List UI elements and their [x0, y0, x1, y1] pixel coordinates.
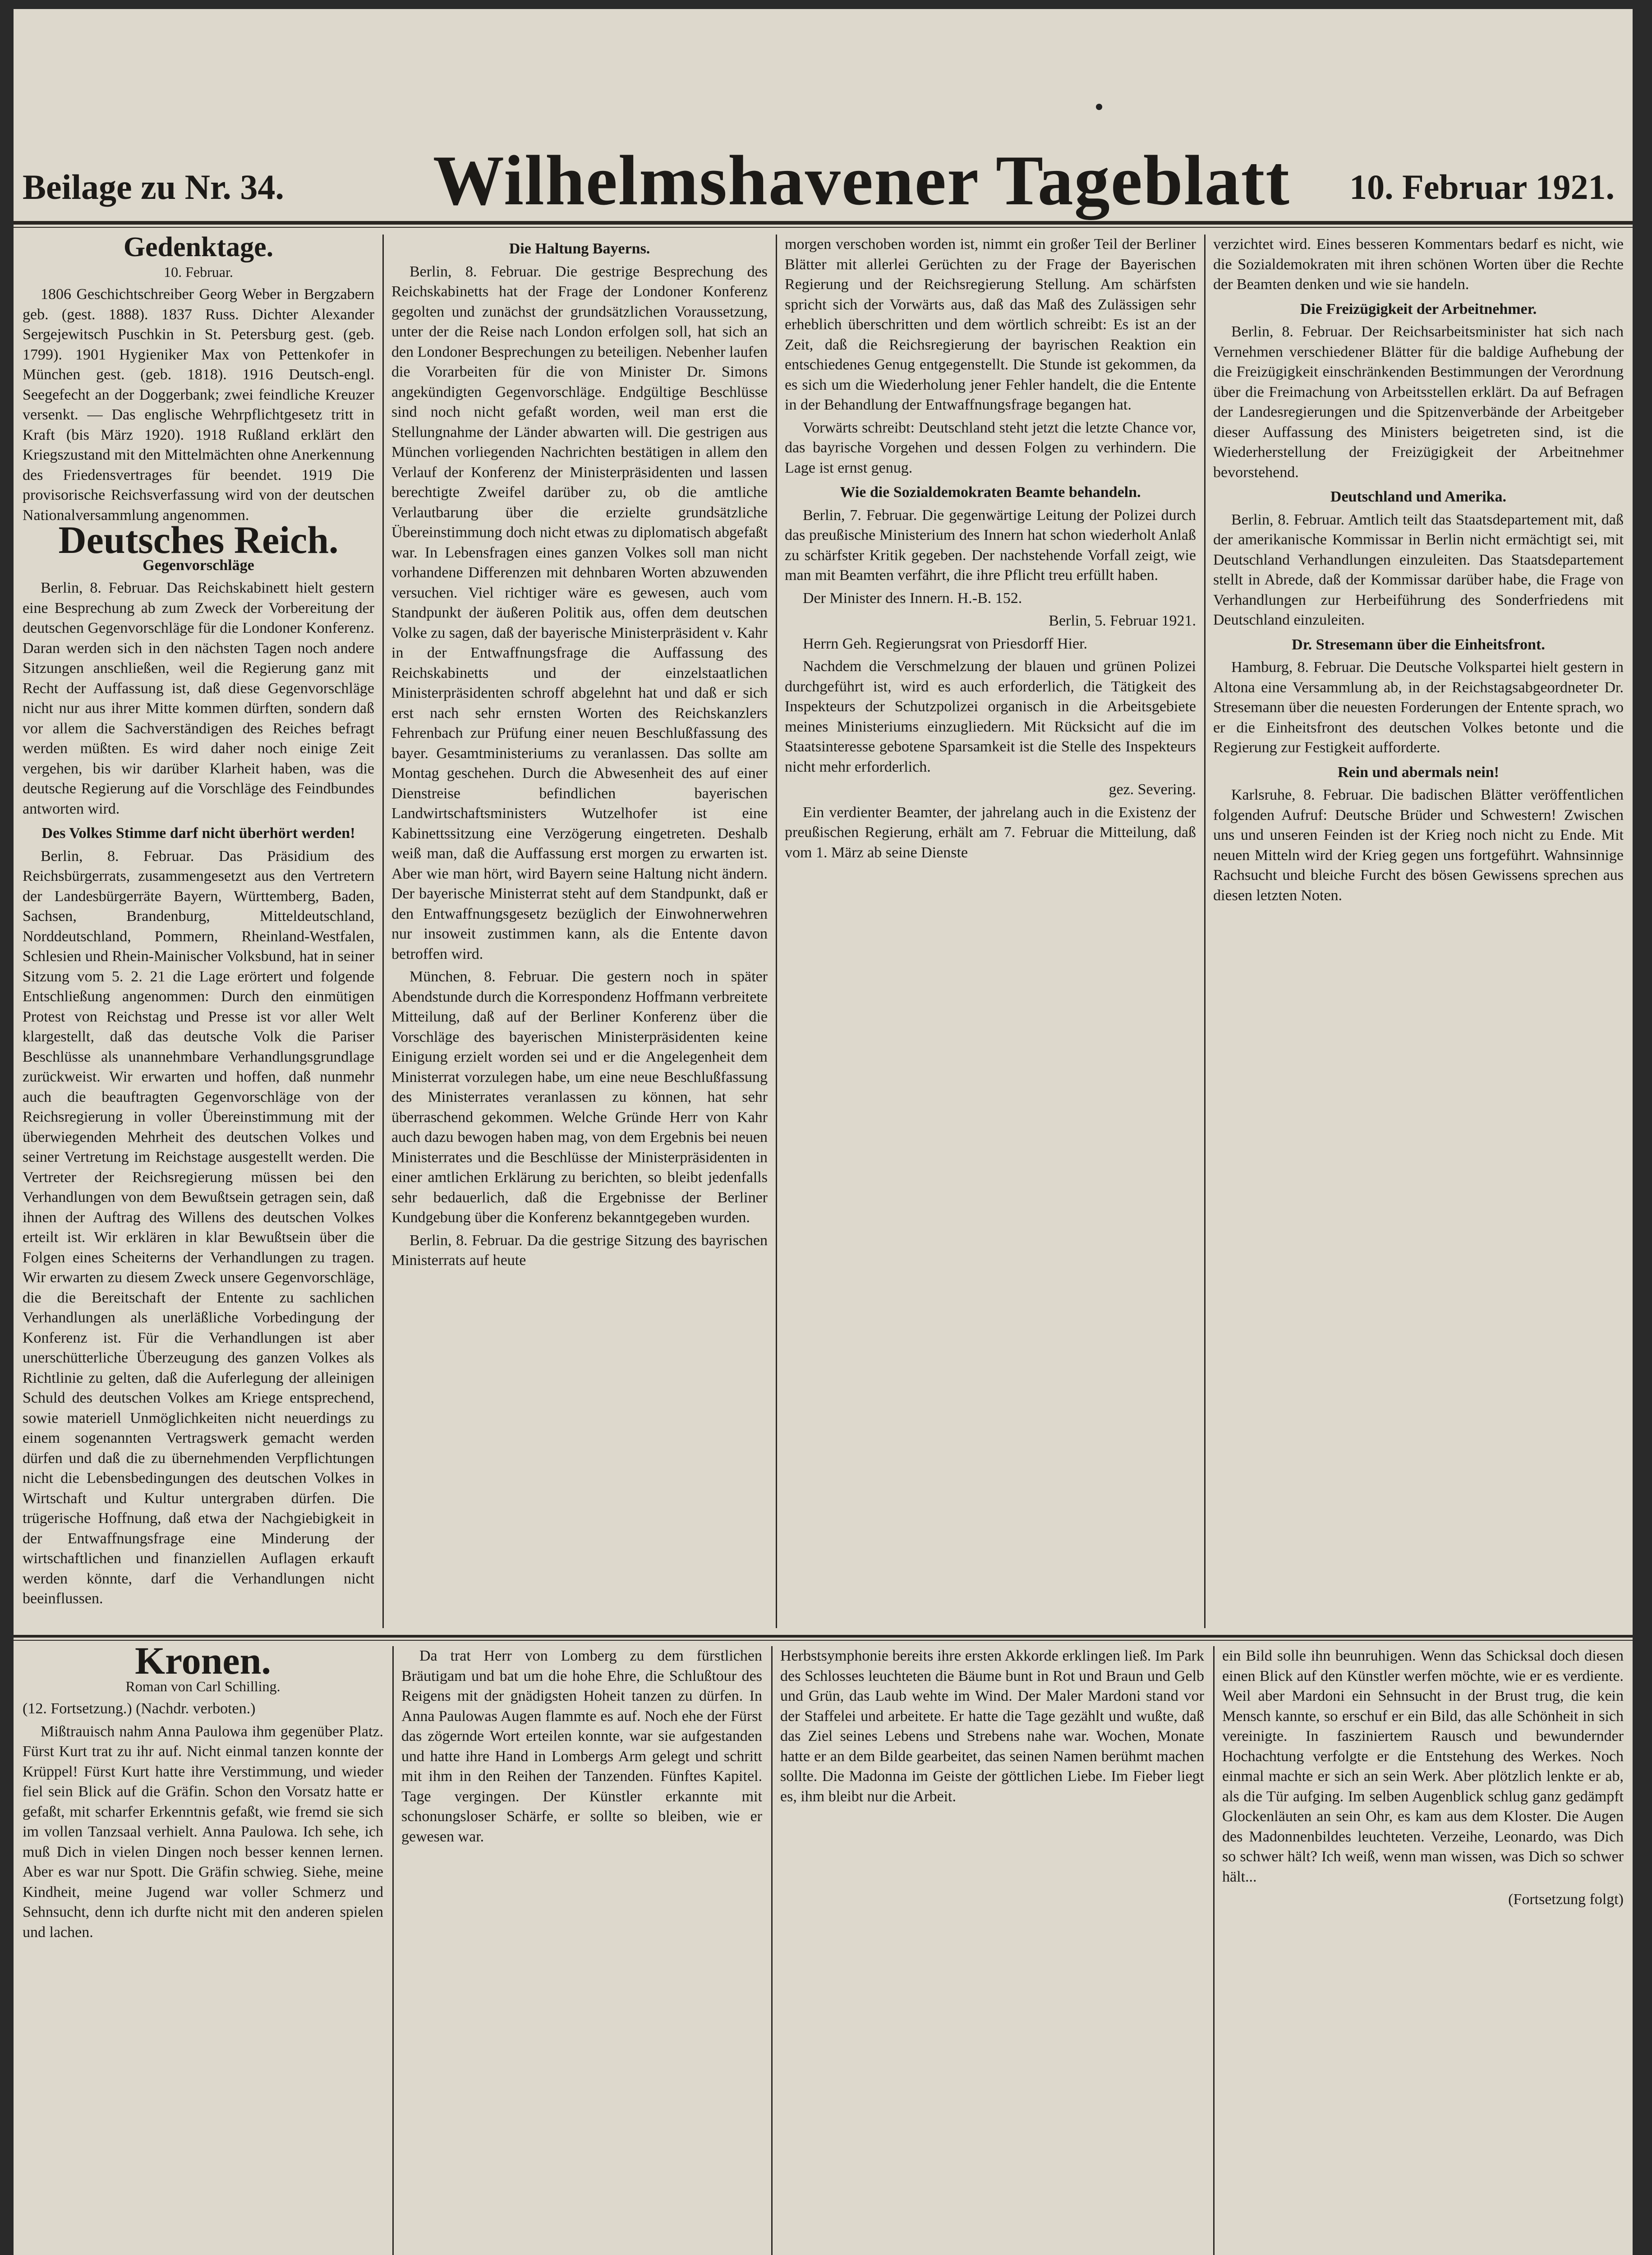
subheading: Des Volkes Stimme darf nicht überhört werden! [41, 825, 355, 842]
newspaper-page [14, 9, 1633, 2255]
letter-addressee: Herrn Geh. Regierungsrat von Priesdorff Hier. [803, 635, 1088, 652]
letter-date: Berlin, 5. Februar 1921. [1049, 612, 1196, 629]
paragraph: verzichtet wird. Eines besseren Kommentars bedarf es nicht, wie die Sozialdemokraten mit ihren schönen Worten über die Rechte der Beamten denken und wie sie handeln. [1213, 236, 1624, 293]
article-heading: Rein und abermals nein! [1338, 764, 1499, 781]
article-heading: Dr. Stresemann über die Einheitsfront. [1292, 636, 1545, 653]
column-divider [1213, 1646, 1215, 2255]
paragraph: Ein verdienter Beamter, der jahrelang auch in die Existenz der preußischen Regierung, erhält am 7. Februar die Mitteilung, daß vom 1. März ab seine Dienste [785, 804, 1196, 861]
paragraph: Berlin, 8. Februar. Die gestrige Besprechung des Reichskabinetts hat der Frage der Londoner Konferenz gegolten und zunächst der grundsätzlichen Voraussetzung, unter der die Reise nach London erfolgen soll, hat sich an den Londoner Besprechungen zu beteiligen. Nebenher laufen die Vorarbeiten für die von Minister Dr. Simons angekündigten Gegenvorschläge. Endgültige Beschlüsse sind noch nicht gefaßt worden, weil man erst die Stellungnahme der Länder abwarten will. Die gestrigen aus München vorliegenden Nachrichten bestätigen in allem den Verlauf der Konferenz der Ministerpräsidenten und lassen berechtigte Zweifel darüber zu, ob die amtliche Verlautbarung über die erzielte grundsätzliche Übereinstimmung doch nicht etwas zu diplomatisch abgefaßt war. In Lebensfragen eines ganzen Volkes soll man nicht vorhandene Differenzen mit dehnbaren Worten abzuwenden versuchen. Viel richtiger wäre es gewesen, auch vom Standpunkt der äußeren Politik aus, offen dem deutschen Volke zu sagen, daß der bayerische Ministerpräsident v. Kahr in der Entwaffnungsfrage die Auffassung des Reichskabinetts und der einzelstaatlichen Ministerpräsidenten schroff abgelehnt hat und daß er sich erst nach sehr ernsten Worten des Reichskanzlers Fehrenbach zur Prüfung einer neuen Beschlußfassung des bayer. Gesamtministeriums zu veranlassen. Das sollte am Montag geschehen. Durch die Abwesenheit des auf einer Dienstreise befindlichen bayerischen Landwirtschaftsministers Wutzelhofer ist eine Kabinettssitzung eine Verzögerung eingetreten. Deshalb weiß man, daß die Auffassung erst morgen zu erwarten ist. Aber wie man hört, wird Bayern seine Haltung nicht ändern. Der bayerische Ministerrat steht auf dem Standpunkt, daß er den Entwaffnungsgesetz bezüglich der Einwohnerwehren nur insoweit zustimmen kann, als die Entente davon betroffen wird. [391, 263, 768, 962]
date-line: 10. Februar. [164, 263, 233, 280]
letter-head: Der Minister des Innern. H.-B. 152. [803, 589, 1022, 607]
paragraph: Vorwärts schreibt: Deutschland steht jetzt die letzte Chance vor, das bayrische Vorgehen und dessen Folgen zu verhindern. Die Lage ist ernst genug. [785, 419, 1196, 476]
section-heading: Deutsches Reich. [58, 518, 339, 561]
paragraph: ein Bild solle ihn beunruhigen. Wenn das Schicksal doch diesen einen Blick auf den Künstler werfen möchte, wie er es verdiente. Weil aber Mardoni ein Sehnsucht in der Brust trug, die kein Mensch kannte, so erschuf er ein Bild, das alle Schönheit in sich vereinigte. In fasziniertem Rausch und bewundernder Hochachtung verfolgte er die Entstehung des Werkes. Noch einmal machte er sich an sein Werk. Aber plötzlich lenkte er ab, als die Tür aufging. Im selben Augenblick schlug ganz gedämpft Glockenläuten an sein Ohr, es kam aus dem Kloster. Die Augen des Madonnenbildes leuchteten. Verzeihe, Leonardo, was Dich so schwer hält? Ich weiß, wenn man wissen, was Dich so schwer hält... [1222, 1648, 1624, 1885]
column-divider [776, 235, 777, 1628]
signature: gez. Severing. [1109, 781, 1196, 798]
column-2 [391, 235, 768, 1624]
novel-author: Roman von Carl Schilling. [125, 1678, 281, 1694]
paragraph: Nachdem die Verschmelzung der blauen und grünen Polizei durchgeführt ist, wird es auch erforderlich, die Tätigkeit des Inspekteurs der Schutzpolizei organisch in die Arbeitsgebiete meines Ministeriums einzugliedern. Mit Rücksicht auf die im Staatsinteresse gebotene Sparsamkeit ist die Stelle des Inspekteurs nicht mehr erforderlich. [785, 658, 1196, 775]
paragraph: 1806 Geschichtschreiber Georg Weber in Bergzabern geb. (gest. 1888). 1837 Russ. Dichter Alexander Sergejewitsch Puschkin in St. Petersburg gest. (geb. 1799). 1901 Hygieniker Max von Pettenkofer in München gest. (geb. 1818). 1916 Deutsch-engl. Seegefecht an der Doggerbank; zwei feindliche Kreuzer versenkt. — Das englische Wehrpflichtgesetz tritt in Kraft (bis März 1920). 1918 Rußland erklärt den Kriegszustand mit den Mittelmächten ohne Anerkennung des Friedensvertrages für beendet. 1919 Die provisorische Reichsverfassung wird von der deutschen Nationalversammlung angenommen. [23, 286, 374, 524]
article-heading: Deutschland und Amerika. [1330, 488, 1507, 505]
column-divider [392, 1646, 394, 2255]
feuilleton-column-4 [1222, 1646, 1624, 2255]
article-heading: Wie die Sozialdemokraten Beamte behandeln. [840, 484, 1141, 501]
paragraph: Berlin, 8. Februar. Da die gestrige Sitzung des bayrischen Ministerrats auf heute [391, 1232, 768, 1269]
supplement-label: Beilage zu Nr. 34. [23, 167, 284, 207]
paragraph: Da trat Herr von Lomberg zu dem fürstlichen Bräutigam und bat um die hohe Ehre, die Schlußtour des Reigens mit der gnädigsten Hoheit tanzen zu dürfen. In Anna Paulowas Augen flammte es auf. Noch ehe der Fürst das zögernde Wort erteilen konnte, war sie aufgestanden und hatte ihre Hand in Lombergs Arm gelegt und schritt mit ihm in den Reihen der Tanzenden. Fünftes Kapitel. Tage vergingen. Der Künstler erkannte mit schonungsloser Schärfe, er sollte so bleiben, wie er gewesen war. [401, 1648, 762, 1845]
paragraph: Herbstsymphonie bereits ihre ersten Akkorde erklingen ließ. Im Park des Schlosses leuchteten die Bäume bunt in Rot und Braun und Gelb und Grün, das Laub wehte im Wind. Der Maler Mardoni stand vor der Staffelei und arbeitete. Er hatte die Tage gezählt und wußte, daß das Ziel seines Lebens und Strebens nahe war. Wochen, Monate hatte er an dem Bilde gearbeitet, das seinen Namen berühmt machen sollte. Die Madonna im Geiste der göttlichen Liebe. Im Fieber liegt es, ihm bleibt nur die Arbeit. [780, 1648, 1204, 1805]
novel-title: Kronen. [135, 1646, 271, 1682]
paragraph: morgen verschoben worden ist, nimmt ein großer Teil der Berliner Blätter mit allerlei Gerüchten zu der Frage der Bayerischen Regierung und der Reichsregierung Stellung. Am schärfsten spricht sich der Vorwärts aus, daß das Maß des Zulässigen sehr erheblich überschritten und dem wörtlich schreibt: Es ist an der Zeit, daß die Reichsregierung der bayrischen Reaktion ein entschiedenes Genug entgegenstellt. Die Stunde ist gekommen, da es sich um die Wiederholung jener Fehler handelt, die die Entente in der Behandlung der Entwaffnungsfrage begangen hat. [785, 236, 1196, 413]
continuation-note: (Fortsetzung folgt) [1508, 1891, 1624, 1908]
paragraph: Berlin, 8. Februar. Das Reichskabinett hielt gestern eine Besprechung ab zum Zweck der Vorbereitung der deutschen Gegenvorschläge für die Londoner Konferenz. Daran werden sich in den nächsten Tagen noch andere Sitzungen anschließen, weil die Regierung ganz mit Recht der Auffassung ist, daß diese Gegenvorschläge nicht nur aus ihrer Mitte kommen dürften, sondern daß vor allem die Sachverständigen des Reiches befragt werden müßten. Es wird daher noch einige Zeit vergehen, bis wir darüber Klarheit haben, was die deutsche Regierung auf die Vorschläge des Feindbundes antworten wird. [23, 580, 374, 817]
paragraph: Mißtrauisch nahm Anna Paulowa ihm gegenüber Platz. Fürst Kurt trat zu ihr auf. Nicht einmal tanzen konnte der Krüppel! Fürst Kurt hatte ihre Verstimmung, und wieder fiel sein Blick auf die Gräfin. Schon den Vorsatz hatte er gefaßt, mit scharfer Erkenntnis gefaßt, wie fremd sie sich im vollen Tanzsaal verhielt. Anna Paulowa. Ich sehe, ich muß Dich in vielen Dingen noch besser kennen lernen. Aber es war nur Spott. Die Gräfin schwieg. Siehe, meine Kindheit, meine Jugend war voller Schmerz und Sehnsucht, denn ich durfte nicht mit den anderen spielen und lachen. [23, 1723, 383, 1941]
paragraph: Berlin, 8. Februar. Das Präsidium des Reichsbürgerrats, zusammengesetzt aus den Vertretern der Landesbürgerräte Bayern, Württemberg, Baden, Sachsen, Brandenburg, Mitteldeutschland, Norddeutschland, Pommern, Rheinland-Westfalen, Schlesien und Rhein-Mainischer Volksbund, hat in seiner Sitzung vom 5. 2. 21 die Lage erörtert und folgende Entschließung angenommen: Durch den einmütigen Protest von Reichstag und Presse ist vor aller Welt klargestellt, daß das deutsche Volk die Pariser Beschlüsse als unannehmbare Verhandlungsgrundlage zurückweist. Wir erwarten und hoffen, daß nunmehr auch die beauftragten Gegenvorschläge von der Reichsregierung in voller Übereinstimmung mit der überwiegenden Mehrheit des deutschen Volkes und seiner Vertretung im Reichstage ausgestellt werden. Die Vertreter der Reichsregierung müssen bei den Verhandlungen von dem Bewußtsein getragen sein, daß ihnen der Auftrag des Willens des deutschen Volkes erteilt ist. Wir erklären in klar Bewußtsein über die Folgen eines Scheiterns der Verhandlungen zu tragen. Wir erwarten zu diesem Zweck unsere Gegenvorschläge, die die Bereitschaft der Entente zu sachlichen Verhandlungen als unerläßliche Vorbedingung der Konferenz ist. Für die Verhandlungen ist aber unerschütterliche Überzeugung des ganzen Volkes als Richtlinie zu gelten, daß die Auferlegung der alleinigen Schuld des deutschen Volkes am Kriege entsprechend, sowie materiell Unmöglichkeiten nicht neuerdings zu einem sogenannten Vertragswerk gemacht werden dürfen und daß die zu übernehmenden Verpflichtungen nicht die Lebensbedingungen des deutschen Volkes in Wirtschaft und Kultur untergraben dürfen. Die trügerische Hoffnung, daß etwa der Nachgiebigkeit in der Entwaffnungsfrage eine Minderung der wirtschaftlichen und finanziellen Auflagen erkauft werden könnte, darf die Verhandlungen nicht beeinflussen. [23, 847, 374, 1607]
column-divider [771, 1646, 773, 2255]
paragraph: Berlin, 8. Februar. Amtlich teilt das Staatsdepartement mit, daß der amerikanische Kommissar in Berlin nicht ermächtigt sei, mit Deutschland Verhandlungen einzuleiten. Das Staatsdepartement stellt in Abrede, daß der Kommissar darüber habe, die Frage von Verhandlungen zur Herbeiführung des Sonderfriedens mit Deutschland einzuleiten. [1213, 511, 1624, 628]
section-heading: Gedenktage. [123, 235, 274, 262]
installment-note: (12. Fortsetzung.) (Nachdr. verboten.) [23, 1700, 256, 1717]
masthead-rule-thin [14, 227, 1633, 228]
issue-date: 10. Februar 1921. [1349, 167, 1615, 207]
paragraph: Berlin, 8. Februar. Der Reichsarbeitsminister hat sich nach Vernehmen verschiedener Blätter für die baldige Aufhebung der die Freizügigkeit einschränkenden Bestimmungen der Verordnung über die Freimachung von Arbeitsstellen erklärt. Da auf Befragen der Landesregierungen und die Spitzenverbände der Arbeitgeber dieser Auffassung des Ministers beigetreten sind, ist die Wiederherstellung der Freizügigkeit der Arbeitnehmer bevorstehend. [1213, 323, 1624, 481]
column-3 [785, 235, 1196, 1624]
paragraph: Hamburg, 8. Februar. Die Deutsche Volkspartei hielt gestern in Altona eine Versammlung ab, in der Reichstagsabgeordneter Dr. Stresemann über die neuesten Forderungen der Entente sprach, wo er die Einheitsfront des deutschen Volkes betonte und die Regierung zur Festigkeit aufforderte. [1213, 659, 1624, 756]
column-divider [1204, 235, 1206, 1628]
feuilleton-column-2 [401, 1646, 762, 2255]
masthead [14, 9, 1633, 221]
paragraph: Karlsruhe, 8. Februar. Die badischen Blätter veröffentlichen folgenden Aufruf: Deutsche Brüder und Schwestern! Zwischen uns und unseren Feinden ist der Krieg noch nicht zu Ende. Mit neuen Mitteln wird der Krieg gegen uns fortgeführt. Wahnsinnige Rachsucht und bleiche Furcht des bösen Gewissens sprechen aus diesen letzten Noten. [1213, 787, 1624, 904]
subheading: Gegenvorschläge [143, 557, 254, 574]
paragraph: Berlin, 7. Februar. Die gegenwärtige Leitung der Polizei durch das preußische Ministerium des Innern hat schon wiederholt Anlaß zu schärfster Kritik gegeben. Der nachstehende Vorfall zeigt, wie man mit Beamten verfährt, die ihre Pflicht treu erfüllt haben. [785, 506, 1196, 584]
article-heading: Die Freizügigkeit der Arbeitnehmer. [1300, 300, 1537, 318]
feuilleton-rule-thin [14, 1640, 1633, 1641]
masthead-rule [14, 221, 1633, 225]
column-divider [382, 235, 384, 1628]
feuilleton-column-1 [23, 1646, 383, 2255]
feuilleton-rule [14, 1635, 1633, 1638]
article-heading: Die Haltung Bayerns. [509, 240, 650, 257]
newspaper-title: Wilhelmshavener Tageblatt [433, 141, 1290, 220]
column-1 [23, 235, 374, 1624]
feuilleton-column-3 [780, 1646, 1204, 2255]
paragraph: München, 8. Februar. Die gestern noch in später Abendstunde durch die Korrespondenz Hoffmann verbreitete Mitteilung, daß auf der Berliner Konferenz über die Vorschläge des bayerischen Ministerpräsidenten keine Einigung erzielt worden sei und er die Angelegenheit dem Ministerrat vorzulegen habe, um eine neue Beschlußfassung des Ministerrates veranlassen zu können, hat sehr überraschend gekommen. Welche Gründe Herr von Kahr auch dazu bewogen haben mag, von dem Ergebnis bei neuen Ministerrates und die Beschlüsse der Ministerpräsidenten in einer amtlichen Erklärung zu berichten, so bleibt jedenfalls sehr bedauerlich, daß die Ergebnisse der Berliner Kundgebung über die Konferenz bekanntgegeben wurden. [391, 968, 768, 1226]
column-4 [1213, 235, 1624, 1624]
